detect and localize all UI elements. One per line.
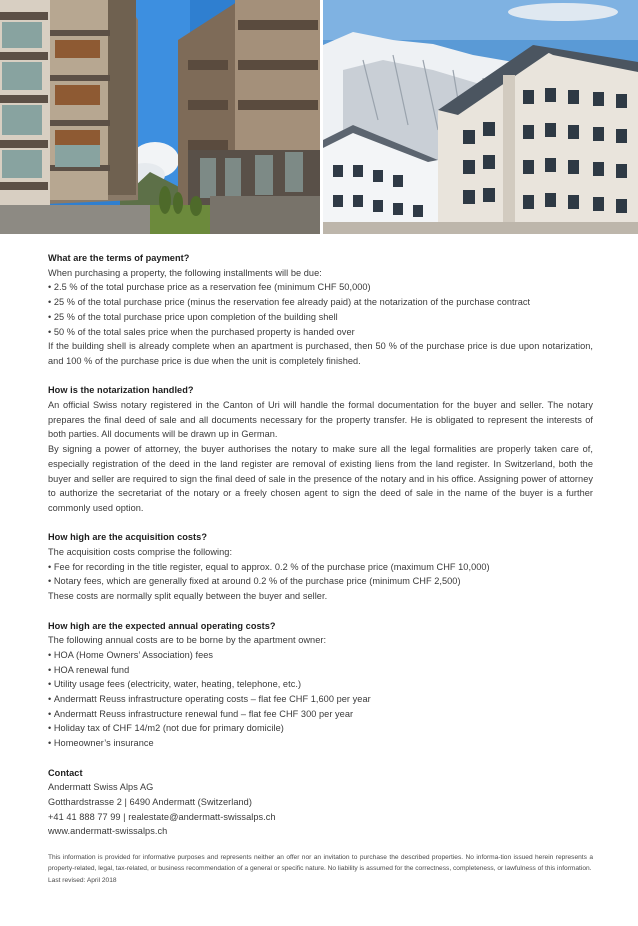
list-item: • Andermatt Reuss infrastructure renewal fund – flat fee CHF 300 per year	[48, 707, 593, 722]
paragraph: By signing a power of attorney, the buyer authorises the notary to make sure all the legal formalities are properly taken care of, especially registration of the deed in the land register are removal of existing liens from the land register. In Switzerland, both the buyer and seller are required to sign the final deed of sale in the presence of the notary and in his office. Assigning power of attorney to authorize the secretariat of the notary or a freely chosen agent to sign the deed of sale in the name of the buyer is a further commonly used option.	[48, 444, 593, 513]
list-item: • 50 % of the total sales price when the purchased property is handed over	[48, 325, 593, 340]
header-photos	[0, 0, 638, 234]
section-heading: What are the terms of payment?	[48, 253, 190, 263]
section-intro: When purchasing a property, the following installments will be due:	[48, 267, 322, 278]
list-item: • 2.5 % of the total purchase price as a reservation fee (minimum CHF 50,000)	[48, 280, 593, 295]
section-heading: How high are the expected annual operating costs?	[48, 620, 276, 631]
list-item: • 25 % of the total purchase price (minus the reservation fee already paid) at the notarization of the purchase contract	[48, 295, 593, 310]
paragraph: An official Swiss notary registered in the Canton of Uri will handle the formal documentation for the buyer and seller. The notary prepares the final deed of sale and all documents necessary for the property transfer. He is obligated to represent the interests of both parties. All documents will be drawn up in German.	[48, 400, 593, 440]
section-operating-costs	[48, 619, 593, 751]
section-outro: These costs are normally split equally between the buyer and seller.	[48, 591, 328, 602]
contact-address: Gotthardstrasse 2 | 6490 Andermatt (Switzerland)	[48, 796, 252, 807]
list-item: • Homeowner’s insurance	[48, 736, 593, 751]
website-link[interactable]: www.andermatt-swissalps.ch	[48, 826, 168, 837]
list-item: • Andermatt Reuss infrastructure operating costs – flat fee CHF 1,600 per year	[48, 692, 593, 707]
contact-heading: Contact	[48, 767, 83, 778]
list-item: • Utility usage fees (electricity, water, heating, telephone, etc.)	[48, 677, 593, 692]
section-payment-terms	[48, 251, 593, 369]
section-notarization	[48, 383, 593, 515]
section-acquisition-costs	[48, 530, 593, 604]
disclaimer-text: This information is provided for informative purposes and represents neither an offer nor an invitation to purchase the described properties. No informa-tion issued herein represents a property-related, legal, tax-related, or business recommendation of a general or specific nature. No liability is assumed for the correctness, completeness, or lawfulness of this information.	[48, 854, 593, 873]
list-item: • HOA renewal fund	[48, 663, 593, 678]
list-item: • 25 % of the total purchase price upon completion of the building shell	[48, 310, 593, 325]
last-revised: Last revised: April 2018	[48, 876, 117, 884]
mountain-photo-right	[323, 0, 638, 234]
section-intro: The acquisition costs comprise the following:	[48, 547, 233, 558]
section-intro: The following annual costs are to be borne by the apartment owner:	[48, 635, 327, 646]
list-item: • Fee for recording in the title register, equal to approx. 0.2 % of the purchase price (maximum CHF 10,000)	[48, 560, 593, 575]
contact-phone-email[interactable]: +41 41 888 77 99 | realestate@andermatt-swissalps.ch	[48, 811, 276, 822]
list-item: • Holiday tax of CHF 14/m2 (not due for primary domicile)	[48, 721, 593, 736]
disclaimer	[48, 852, 593, 886]
section-outro: If the building shell is already complete when an apartment is purchased, then 50 % of the purchase price is due upon notarization, and 100 % of the purchase price is due when the unit is completely finished.	[48, 341, 593, 366]
list-item: • HOA (Home Owners’ Association) fees	[48, 648, 593, 663]
building-photo-left	[0, 0, 320, 234]
section-heading: How high are the acquisition costs?	[48, 532, 207, 543]
list-item: • Notary fees, which are generally fixed at around 0.2 % of the purchase price (minimum CHF 2,500)	[48, 574, 593, 589]
contact-company: Andermatt Swiss Alps AG	[48, 782, 154, 793]
section-contact	[48, 766, 593, 840]
main-content	[48, 251, 593, 854]
section-heading: How is the notarization handled?	[48, 385, 194, 396]
